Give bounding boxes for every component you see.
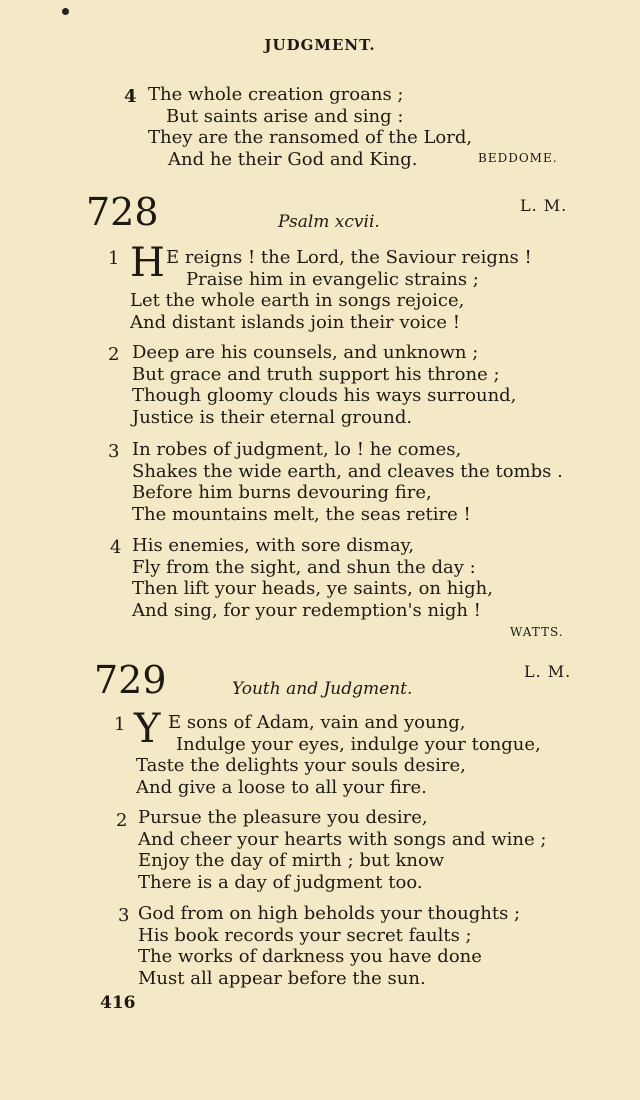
verse-line: They are the ransomed of the Lord, <box>148 127 473 148</box>
verse-line: Indulge your eyes, indulge your tongue, <box>176 733 541 755</box>
meter: L. M. <box>520 196 568 215</box>
verse-line: Must all appear before the sun. <box>138 967 426 989</box>
verse-line: And cheer your hearts with songs and wine ; <box>138 828 547 850</box>
verse-line: Shakes the wide earth, and cleaves the tombs . <box>132 460 563 482</box>
verse <box>132 439 563 525</box>
hymn-number: 729 <box>94 658 167 702</box>
verse-line: Fly from the sight, and shun the day : <box>132 556 476 578</box>
verse-line: And give a loose to all your fire. <box>136 776 427 798</box>
verse-number: 1 <box>114 714 126 735</box>
verse-line: Deep are his counsels, and unknown ; <box>132 342 479 363</box>
hymn-number: 728 <box>86 190 159 234</box>
verse-line: The works of darkness you have done <box>138 946 482 967</box>
author-credit: BEDDOME. <box>478 151 558 165</box>
verse-number: 3 <box>108 441 120 462</box>
verse <box>148 84 472 170</box>
page-number: 416 <box>100 993 136 1013</box>
verse-line: Pursue the pleasure you desire, <box>138 807 428 828</box>
verse <box>138 807 546 893</box>
verse-line: His enemies, with sore dismay, <box>132 535 415 556</box>
ink-dot <box>62 8 69 15</box>
verse-line: And sing, for your redemption's nigh ! <box>132 599 481 621</box>
verse-number: 3 <box>118 905 130 926</box>
meter: L. M. <box>524 662 572 681</box>
verse-line: Taste the delights your souls desire, <box>136 755 466 776</box>
verse-number: 4 <box>124 86 137 107</box>
verse-line: Let the whole earth in songs rejoice, <box>130 290 465 311</box>
drop-cap: Y <box>134 706 161 752</box>
verse <box>130 247 532 333</box>
verse-line: God from on high beholds your thoughts ; <box>138 903 521 924</box>
verse-line: Enjoy the day of mirth ; but know <box>138 850 445 871</box>
verse <box>132 342 516 428</box>
verse-number: 2 <box>116 810 128 831</box>
verse-line: E sons of Adam, vain and young, <box>168 712 466 733</box>
hymn-title: Psalm xcvii. <box>278 212 380 232</box>
verse-line: Justice is their eternal ground. <box>132 406 413 428</box>
author-credit: WATTS. <box>510 625 564 639</box>
verse-line: The mountains melt, the seas retire ! <box>132 503 471 525</box>
verse <box>136 712 541 798</box>
verse <box>132 535 493 621</box>
verse-line: Then lift your heads, ye saints, on high, <box>132 578 493 599</box>
drop-cap: H <box>130 240 165 286</box>
verse-line: In robes of judgment, lo ! he comes, <box>132 439 462 460</box>
verse-line: His book records your secret faults ; <box>138 924 472 946</box>
verse-line: Though gloomy clouds his ways surround, <box>132 385 517 406</box>
verse-number: 4 <box>110 537 122 558</box>
verse-line: But grace and truth support his throne ; <box>132 363 500 385</box>
verse <box>138 903 520 989</box>
running-head: JUDGMENT. <box>264 36 376 54</box>
verse-line: But saints arise and sing : <box>166 105 404 127</box>
verse-line: Praise him in evangelic strains ; <box>186 268 479 290</box>
verse-line: And he their God and King. <box>168 148 418 170</box>
hymn-title: Youth and Judgment. <box>232 679 413 699</box>
verse-line: And distant islands join their voice ! <box>130 311 460 333</box>
verse-line: Before him burns devouring fire, <box>132 482 432 503</box>
verse-line: The whole creation groans ; <box>148 84 404 105</box>
verse-number: 1 <box>108 248 120 269</box>
verse-line: E reigns ! the Lord, the Saviour reigns ! <box>166 247 532 268</box>
verse-line: There is a day of judgment too. <box>138 871 423 893</box>
verse-number: 2 <box>108 344 120 365</box>
